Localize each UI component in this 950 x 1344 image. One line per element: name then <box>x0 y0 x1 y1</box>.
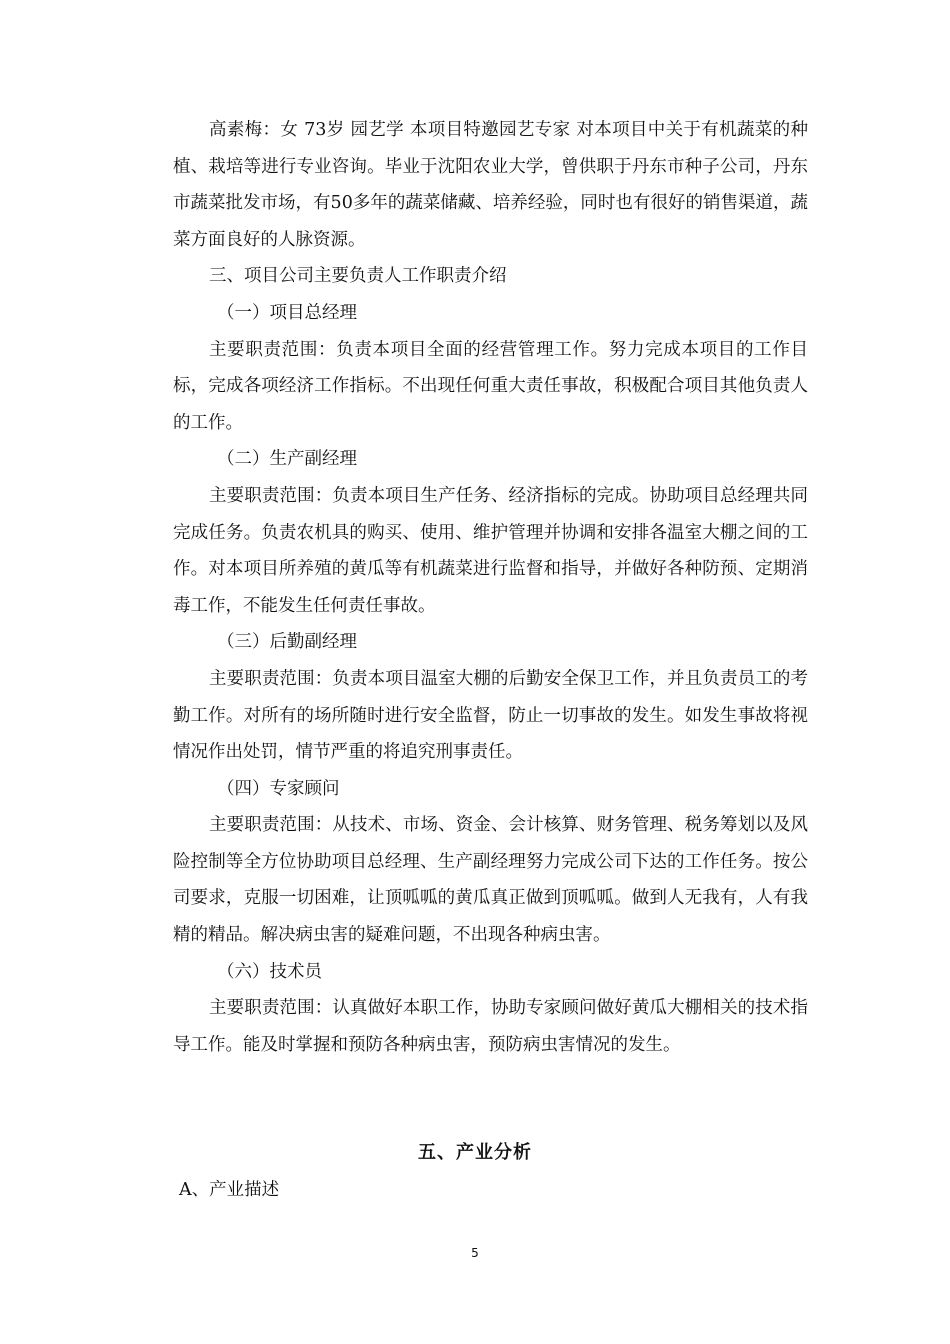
paragraph-expert-bio: 高素梅：女 73岁 园艺学 本项目特邀园艺专家 对本项目中关于有机蔬菜的种植、栽培等进行专业咨询。毕业于沈阳农业大学，曾供职于丹东市种子公司，丹东市蔬菜批发市场，有50多年的蔬菜储藏、培养经验，同时也有很好的销售渠道，蔬菜方面良好的人脉资源。 <box>173 120 808 250</box>
paragraph-technician-duties: 主要职责范围：认真做好本职工作，协助专家顾问做好黄瓜大棚相关的技术指导工作。能及时掌握和预防各种病虫害，预防病虫害情况的发生。 <box>173 998 808 1055</box>
subheading-general-manager: （一）项目总经理 <box>217 302 357 323</box>
document-body <box>173 112 808 1063</box>
paragraph-logistics-manager-duties: 主要职责范围：负责本项目温室大棚的后勤安全保卫工作，并且负责员工的考勤工作。对所有的场所随时进行安全监督，防止一切事故的发生。如发生事故将视情况作出处罚，情节严重的将追究刑事责任。 <box>173 668 808 763</box>
paragraph-general-manager-duties: 主要职责范围：负责本项目全面的经营管理工作。努力完成本项目的工作目标，完成各项经济工作指标。不出现任何重大责任事故，积极配合项目其他负责人的工作。 <box>173 339 808 433</box>
subheading-expert-advisor: （四）专家顾问 <box>217 778 340 799</box>
subtitle-industry-description: A、产业描述 <box>179 1180 280 1200</box>
subheading-technician: （六）技术员 <box>217 961 322 982</box>
paragraph-expert-advisor-duties: 主要职责范围：从技术、市场、资金、会计核算、财务管理、税务筹划以及风险控制等全方位协助项目总经理、生产副经理努力完成公司下达的工作任务。按公司要求，克服一切困难，让顶呱呱的黄瓜真正做到顶呱呱。做到人无我有，人有我精的精品。解决病虫害的疑难问题，不出现各种病虫害。 <box>173 815 808 946</box>
subheading-production-manager: （二）生产副经理 <box>217 449 357 470</box>
paragraph-production-manager-duties: 主要职责范围：负责本项目生产任务、经济指标的完成。协助项目总经理共同完成任务。负责农机具的购买、使用、维护管理并协调和安排各温室大棚之间的工作。对本项目所养殖的黄瓜等有机蔬菜进行监督和指导，并做好各种防预、定期消毒工作，不能发生任何责任事故。 <box>173 485 808 616</box>
subheading-logistics-manager: （三）后勤副经理 <box>217 632 357 653</box>
section-heading-responsibilities: 三、项目公司主要负责人工作职责介绍 <box>209 266 507 287</box>
section-title-industry-analysis: 五、产业分析 <box>418 1142 532 1163</box>
page-number: 5 <box>471 1246 479 1260</box>
